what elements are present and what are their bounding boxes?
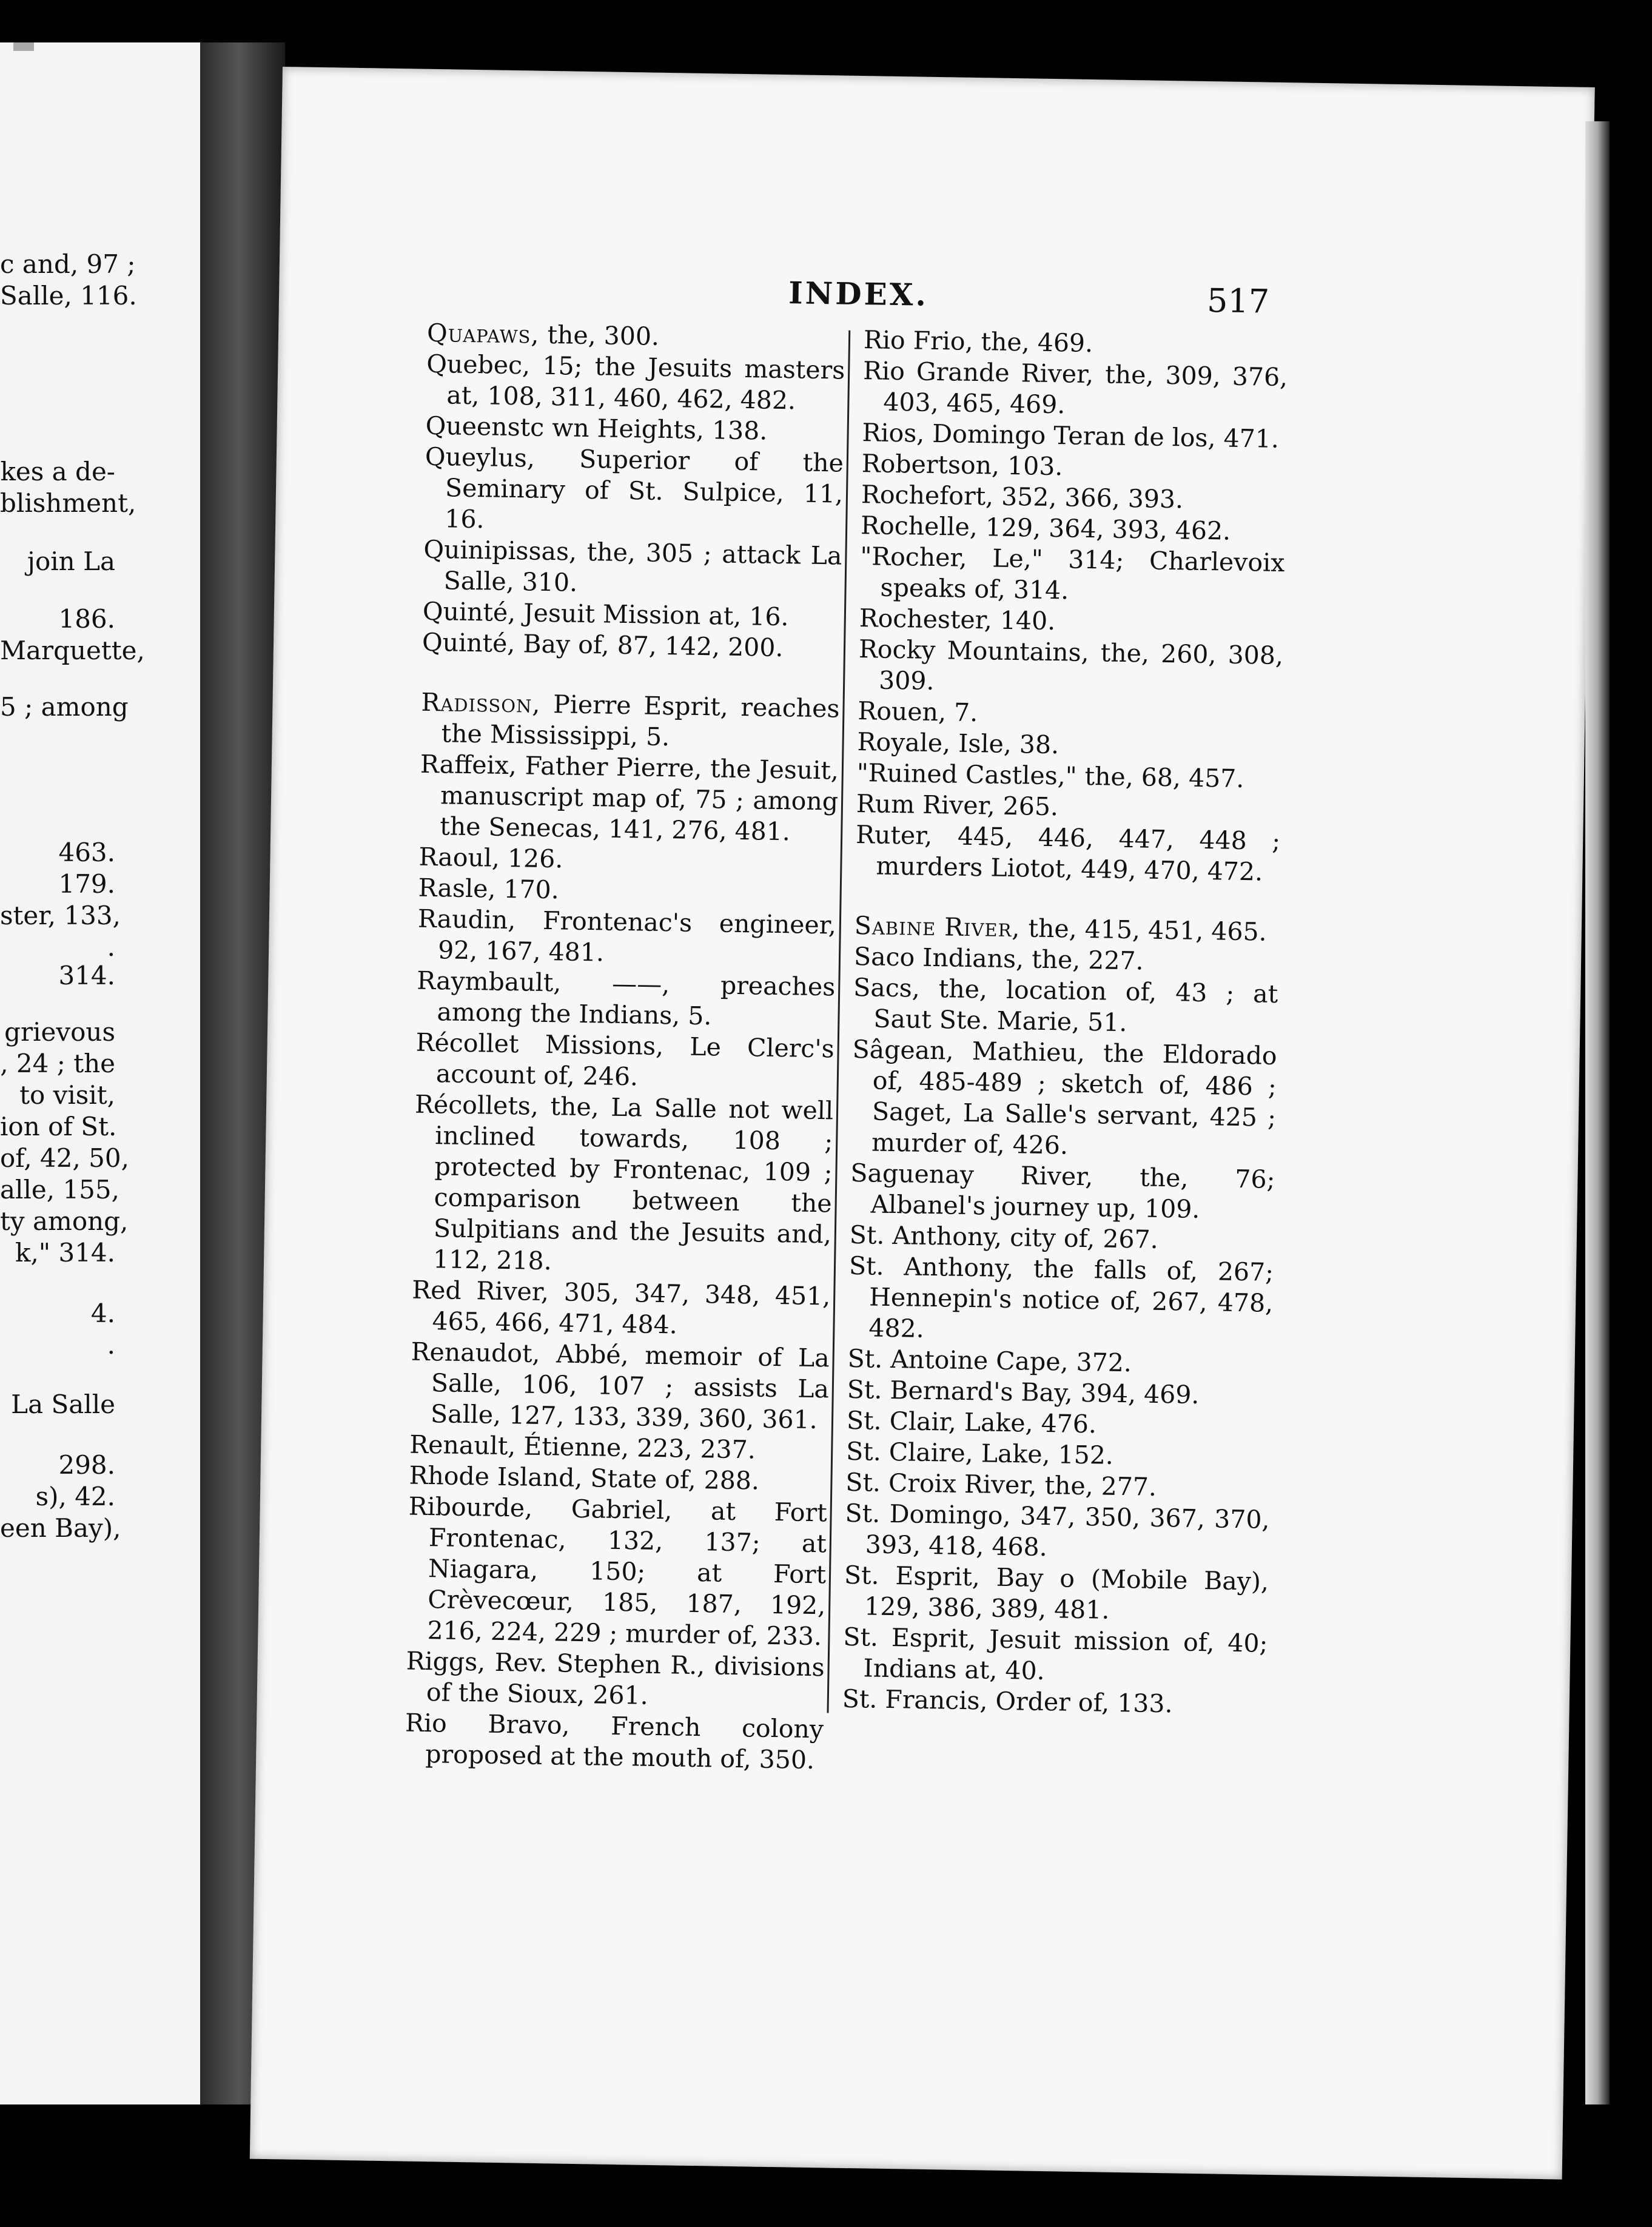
index-entry-text: St. Clair, Lake, 476. bbox=[846, 1405, 1097, 1439]
index-entry-text: Rio Bravo, French colony proposed at the mouth of, 350. bbox=[405, 1708, 824, 1775]
index-entry-text: Quinté, Bay of, 87, 142, 200. bbox=[421, 627, 784, 663]
index-entry-text: Saguenay River, the, 76; Albanel's journey up, 109. bbox=[850, 1158, 1275, 1224]
index-entry-text: Raudin, Frontenac's engineer, 92, 167, 481. bbox=[417, 904, 837, 967]
index-entry-text: Récollets, the, La Salle not well inclined towards, 108 ; protected by Frontenac, 109 ; comparison between the Sulpitians and the Jesuits and, 112, 218. bbox=[414, 1089, 834, 1276]
index-entry-text: St. Anthony, the falls of, 267; Hennepin's notice of, 267, 478, 482. bbox=[848, 1251, 1274, 1343]
index-entry bbox=[410, 1337, 830, 1436]
index-entry-text: Rios, Domingo Teran de los, 471. bbox=[862, 418, 1280, 454]
index-entry-text: St. Esprit, Bay o (Mobile Bay), 129, 386, 389, 481. bbox=[844, 1560, 1269, 1625]
index-entry-text: Raoul, 126. bbox=[418, 842, 563, 874]
previous-page-line: to visit, bbox=[19, 1080, 115, 1110]
index-section-heading: Quapaws, bbox=[426, 318, 540, 349]
index-entry-text: St. Domingo, 347, 350, 367, 370, 393, 418, 468. bbox=[845, 1498, 1270, 1562]
index-column-right bbox=[842, 324, 1288, 1721]
index-entry bbox=[405, 1708, 824, 1776]
previous-page-line: blishment, bbox=[0, 488, 136, 518]
index-entry-text: Royale, Isle, 38. bbox=[857, 727, 1059, 760]
index-entry bbox=[842, 1622, 1268, 1690]
index-entry-text: Saco Indians, the, 227. bbox=[853, 941, 1144, 976]
index-entry-text: Rochelle, 129, 364, 393, 462. bbox=[860, 511, 1231, 546]
previous-page-line: La Salle bbox=[11, 1389, 115, 1419]
previous-page-line: ster, 133, bbox=[0, 901, 121, 930]
index-entry-text: Queenstc wn Heights, 138. bbox=[425, 411, 768, 446]
index-entry bbox=[855, 819, 1281, 888]
previous-page-line: 314. bbox=[58, 961, 115, 990]
page-header bbox=[280, 267, 1592, 321]
previous-page-line: c and, 97 ; bbox=[0, 249, 136, 279]
index-entry-text: Sâgean, Mathieu, the Eldorado of, 485-489 ; sketch of, 486 ; Saget, La Salle's servant, 425 ; murder of, 426. bbox=[852, 1034, 1277, 1160]
index-entry-text: Rum River, 265. bbox=[856, 789, 1059, 822]
index-entry-text: St. Croix River, the, 277. bbox=[845, 1467, 1157, 1502]
previous-page-line: Salle, 116. bbox=[0, 281, 137, 311]
index-entry-text: St. Esprit, Jesuit mission of, 40; Indians at, 40. bbox=[843, 1622, 1268, 1686]
previous-page-line: . bbox=[107, 932, 115, 962]
previous-page-line: 4. bbox=[90, 1298, 115, 1328]
previous-page-line: , 24 ; the bbox=[0, 1049, 115, 1078]
index-entry-text: Pierre Esprit, reaches the Mississippi, 5. bbox=[441, 689, 840, 752]
index-entry bbox=[862, 355, 1288, 424]
index-entry bbox=[420, 687, 840, 756]
index-entry bbox=[417, 904, 837, 972]
index-entry-text: Rio Frio, the, 469. bbox=[863, 325, 1093, 358]
index-entry-text: Rhode Island, State of, 288. bbox=[409, 1460, 760, 1496]
index-entry-text: St. Francis, Order of, 133. bbox=[842, 1684, 1173, 1719]
previous-page-line: 298. bbox=[58, 1450, 115, 1480]
index-entry-text: Ribourde, Gabriel, at Fort Frontenac, 132, 137; at Niagara, 150; at Fort Crèvecœur, 185, 187, 192, 216, 224, 229 ; murder of, 233. bbox=[408, 1491, 828, 1651]
previous-page-line: ty among, bbox=[0, 1206, 129, 1236]
page-edge bbox=[1585, 121, 1610, 2104]
index-entry-text: "Ruined Castles," the, 68, 457. bbox=[856, 758, 1244, 794]
index-entry bbox=[426, 349, 845, 417]
index-entry bbox=[406, 1491, 827, 1653]
index-entry bbox=[422, 627, 841, 665]
index-page bbox=[250, 67, 1595, 2180]
index-entry-text: Riggs, Rev. Stephen R., divisions of the Sioux, 261. bbox=[406, 1646, 825, 1710]
index-entry-text: St. Bernard's Bay, 394, 469. bbox=[847, 1374, 1200, 1410]
index-section-heading: Radisson, bbox=[421, 687, 541, 719]
index-entry-text: Ruter, 445, 446, 447, 448 ; murders Liotot, 449, 470, 472. bbox=[855, 820, 1281, 887]
index-entry-text: Queylus, Superior of the Seminary of St. Sulpice, 11, 16. bbox=[425, 442, 844, 534]
previous-page-line: of, 42, 50, bbox=[0, 1143, 129, 1173]
index-entry-text: Raffeix, Father Pierre, the Jesuit, manuscript map of, 75 ; among the Senecas, 141, 276, 481. bbox=[420, 749, 839, 847]
index-entry bbox=[424, 442, 844, 541]
index-entry bbox=[419, 749, 839, 848]
previous-page-line: join La bbox=[27, 546, 115, 576]
previous-page-line: ion of St. bbox=[0, 1112, 117, 1141]
index-entry bbox=[859, 541, 1285, 610]
previous-page-line: . bbox=[107, 1330, 115, 1360]
index-entry-text: Rochefort, 352, 366, 393. bbox=[861, 480, 1184, 514]
previous-page-line: 186. bbox=[58, 604, 115, 634]
index-entry-text: Quinipissas, the, 305 ; attack La Salle, 310. bbox=[423, 534, 842, 597]
index-column-left bbox=[405, 318, 846, 1776]
previous-page-fragment bbox=[0, 42, 200, 2104]
index-entry-text: Robertson, 103. bbox=[861, 449, 1063, 482]
previous-page-line: Marquette, bbox=[0, 636, 145, 665]
previous-page-line: 5 ; among bbox=[0, 692, 129, 722]
previous-page-line: grievous bbox=[4, 1017, 115, 1047]
index-entry bbox=[411, 1275, 831, 1343]
corner-mark bbox=[13, 42, 34, 51]
page-number: 517 bbox=[1206, 281, 1270, 321]
previous-page-line: k," 314. bbox=[15, 1238, 115, 1268]
previous-page-line: kes a de- bbox=[0, 457, 115, 486]
previous-page-line: s), 42. bbox=[35, 1482, 115, 1511]
index-entry bbox=[858, 634, 1284, 702]
index-entry bbox=[842, 1684, 1267, 1721]
index-entry-text: Renaudot, Abbé, memoir of La Salle, 106, 107 ; assists La Salle, 127, 133, 339, 360, 361. bbox=[411, 1337, 830, 1435]
previous-page-line: 179. bbox=[58, 869, 115, 899]
index-entry-text: St. Anthony, city of, 267. bbox=[849, 1220, 1159, 1254]
index-entry-text: Quinté, Jesuit Mission at, 16. bbox=[422, 596, 789, 632]
previous-page-line: 463. bbox=[58, 838, 115, 867]
index-entry-text: Quebec, 15; the Jesuits masters at, 108, 311, 460, 462, 482. bbox=[426, 349, 845, 415]
index-entry-text: Sacs, the, location of, 43 ; at Saut Ste. Marie, 51. bbox=[853, 972, 1278, 1038]
index-entry-text: Renault, Étienne, 223, 237. bbox=[409, 1429, 756, 1465]
index-entry-text: Récollet Missions, Le Clerc's account of, 246. bbox=[415, 1027, 835, 1092]
index-entry bbox=[412, 1089, 834, 1281]
index-entry-text: Rocky Mountains, the, 260, 308, 309. bbox=[858, 634, 1284, 696]
index-entry bbox=[423, 534, 842, 603]
index-entry-text: Rouen, 7. bbox=[858, 696, 978, 728]
index-entry-text: Rasle, 170. bbox=[418, 873, 560, 905]
index-entry-text: Rochester, 140. bbox=[859, 603, 1056, 636]
index-section-heading: Sabine River, bbox=[854, 910, 1021, 943]
index-entry-text: the, 415, 451, 465. bbox=[1020, 913, 1268, 947]
previous-page-line: alle, 155, bbox=[0, 1175, 119, 1204]
index-entry-text: St. Claire, Lake, 152. bbox=[845, 1436, 1114, 1470]
index-entry-text: Red River, 305, 347, 348, 451, 465, 466, 471, 484. bbox=[411, 1275, 831, 1340]
index-entry-text: the, 300. bbox=[539, 320, 660, 351]
page-title: INDEX. bbox=[788, 275, 929, 313]
index-entry bbox=[844, 1498, 1270, 1567]
index-entry bbox=[844, 1560, 1269, 1628]
index-entry bbox=[848, 1251, 1274, 1350]
index-entry bbox=[851, 1034, 1277, 1164]
index-entry bbox=[415, 1027, 835, 1096]
index-entry-text: Rio Grande River, the, 309, 376, 403, 465, 469. bbox=[862, 356, 1288, 420]
index-entry bbox=[850, 1158, 1275, 1226]
index-entry-text: St. Antoine Cape, 372. bbox=[847, 1343, 1132, 1378]
index-entry bbox=[416, 966, 836, 1034]
index-entry bbox=[853, 972, 1278, 1041]
index-entry bbox=[406, 1646, 825, 1715]
index-entry-text: "Rocher, Le," 314; Charlevoix speaks of, 314. bbox=[860, 542, 1285, 605]
index-entry-text: Raymbault, ——, preaches among the Indians, 5. bbox=[416, 966, 836, 1031]
previous-page-line: een Bay), bbox=[0, 1513, 121, 1543]
